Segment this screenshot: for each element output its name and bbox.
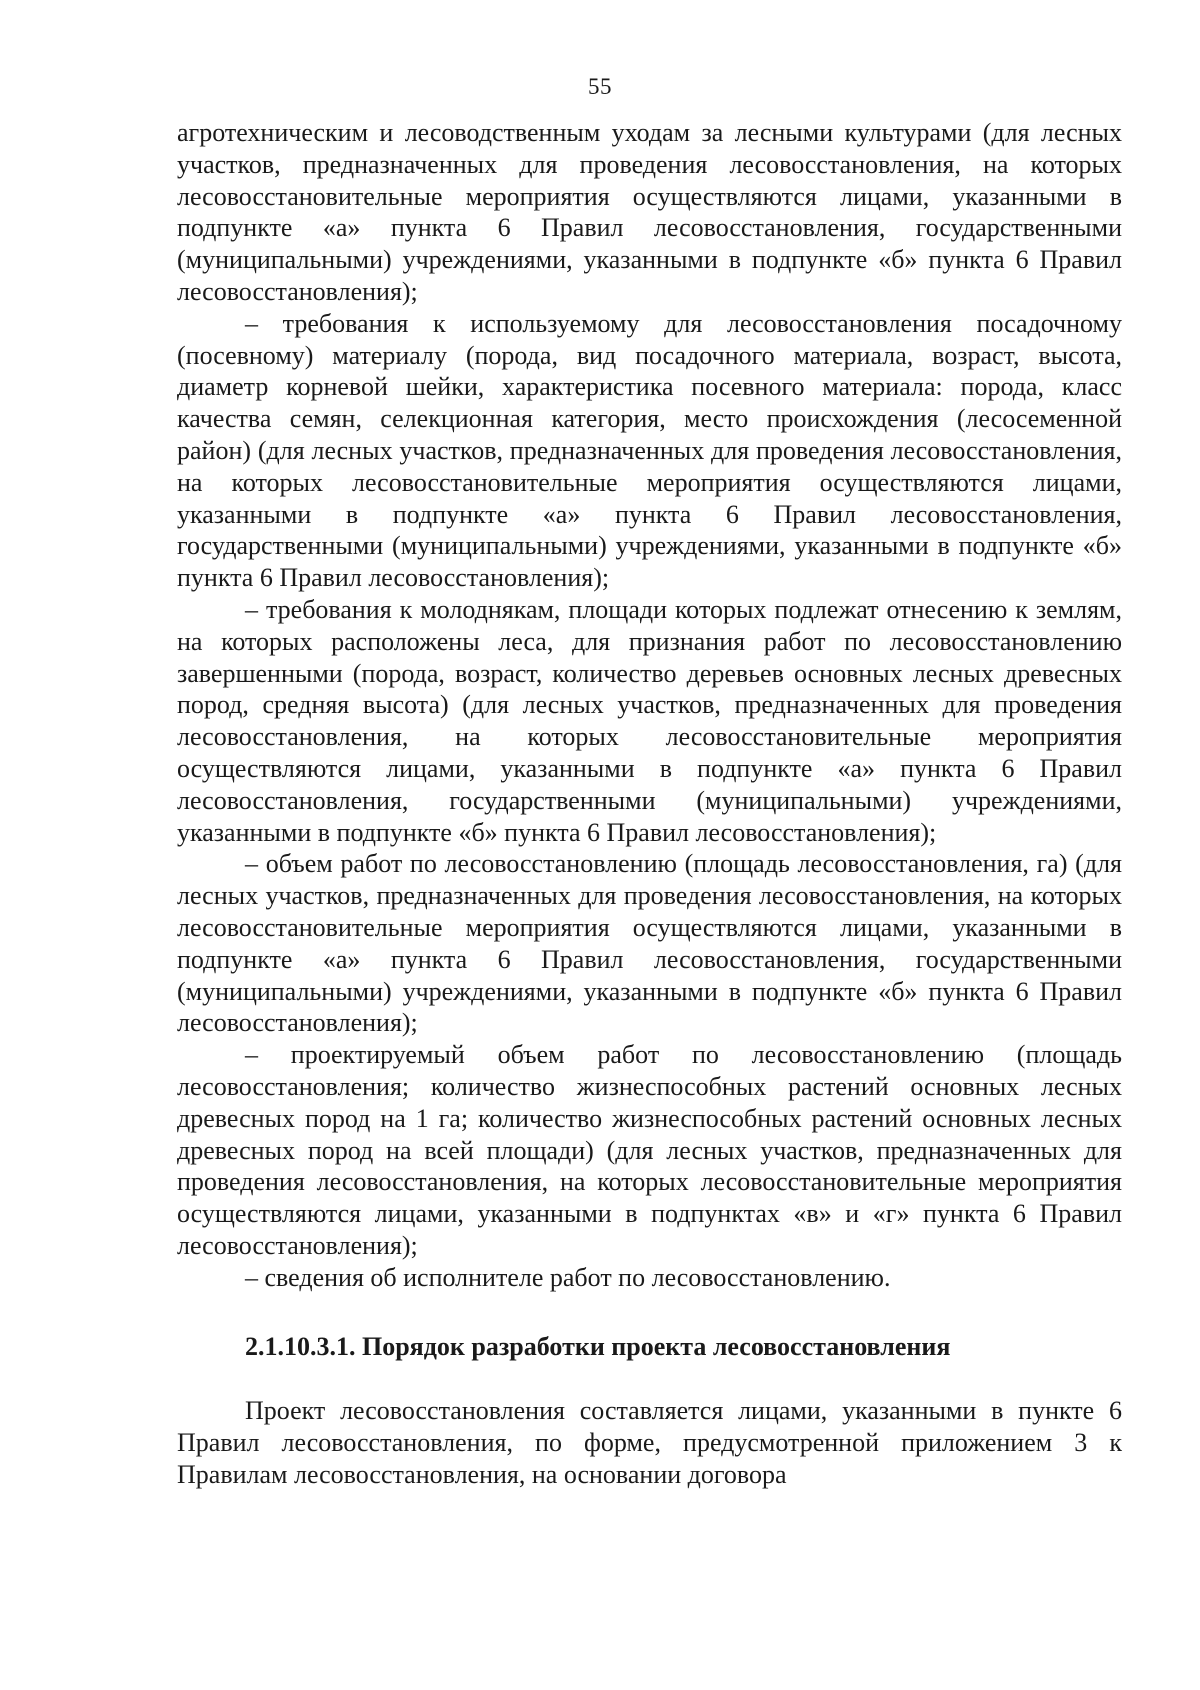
- paragraph-planting-material: – требования к используемому для лесовосстановления посадочному (посевному) материалу (порода, вид посадочного материала, возраст, высота, диаметр корневой шейки, характеристика посевного материала: порода, класс качества семян, селекционная категория, место происхождения (лесосеменной район) (для лесных участков, предназначенных для проведения лесовосстановления, на которых лесовосстановительные мероприятия осуществляются лицами, указанными в подпункте «а» пункта 6 Правил лесовосстановления, государственными (муниципальными) учреждениями, указанными в подпункте «б» пункта 6 Правил лесовосстановления);: [177, 308, 1122, 593]
- paragraph-continuation: агротехническим и лесоводственным уходам за лесными культурами (для лесных участков, предназначенных для проведения лесовосстановления, на которых лесовосстановительные мероприятия осуществляются лицами, указанными в подпункте «а» пункта 6 Правил лесовосстановления, государственными (муниципальными) учреждениями, указанными в подпункте «б» пункта 6 Правил лесовосстановления);: [177, 118, 1122, 306]
- document-body: [177, 117, 1122, 1491]
- paragraph-contractor-info: – сведения об исполнителе работ по лесовосстановлению.: [245, 1262, 891, 1292]
- paragraph-work-volume: – объем работ по лесовосстановлению (площадь лесовосстановления, га) (для лесных участков, предназначенных для проведения лесовосстановления, на которых лесовосстановительные мероприятия осуществляются лицами, указанными в подпункте «а» пункта 6 Правил лесовосстановления, государственными (муниципальными) учреждениями, указанными в подпункте «б» пункта 6 Правил лесовосстановления);: [177, 849, 1122, 1038]
- paragraph-projected-volume: – проектируемый объем работ по лесовосстановлению (площадь лесовосстановления; количество жизнеспособных растений основных лесных древесных пород на 1 га; количество жизнеспособных растений основных лесных древесных пород на всей площади) (для лесных участков, предназначенных для проведения лесовосстановления, на которых лесовосстановительные мероприятия осуществляются лицами, указанными в подпунктах «в» и «г» пункта 6 Правил лесовосстановления);: [177, 1040, 1122, 1260]
- page-number: 55: [588, 74, 612, 99]
- paragraph-young-stands: – требования к молоднякам, площади которых подлежат отнесению к землям, на которых расположены леса, для признания работ по лесовосстановлению завершенными (порода, возраст, количество деревьев основных лесных древесных пород, средняя высота) (для лесных участков, предназначенных для проведения лесовосстановления, на которых лесовосстановительные мероприятия осуществляются лицами, указанными в подпункте «а» пункта 6 Правил лесовосстановления, государственными (муниципальными) учреждениями, указанными в подпункте «б» пункта 6 Правил лесовосстановления);: [177, 594, 1122, 847]
- section-paragraph: Проект лесовосстановления составляется лицами, указанными в пункте 6 Правил лесовосстановления, по форме, предусмотренной приложением 3 к Правилам лесовосстановления, на основании договора: [177, 1396, 1122, 1489]
- section-heading: 2.1.10.3.1. Порядок разработки проекта лесовосстановления: [245, 1332, 951, 1362]
